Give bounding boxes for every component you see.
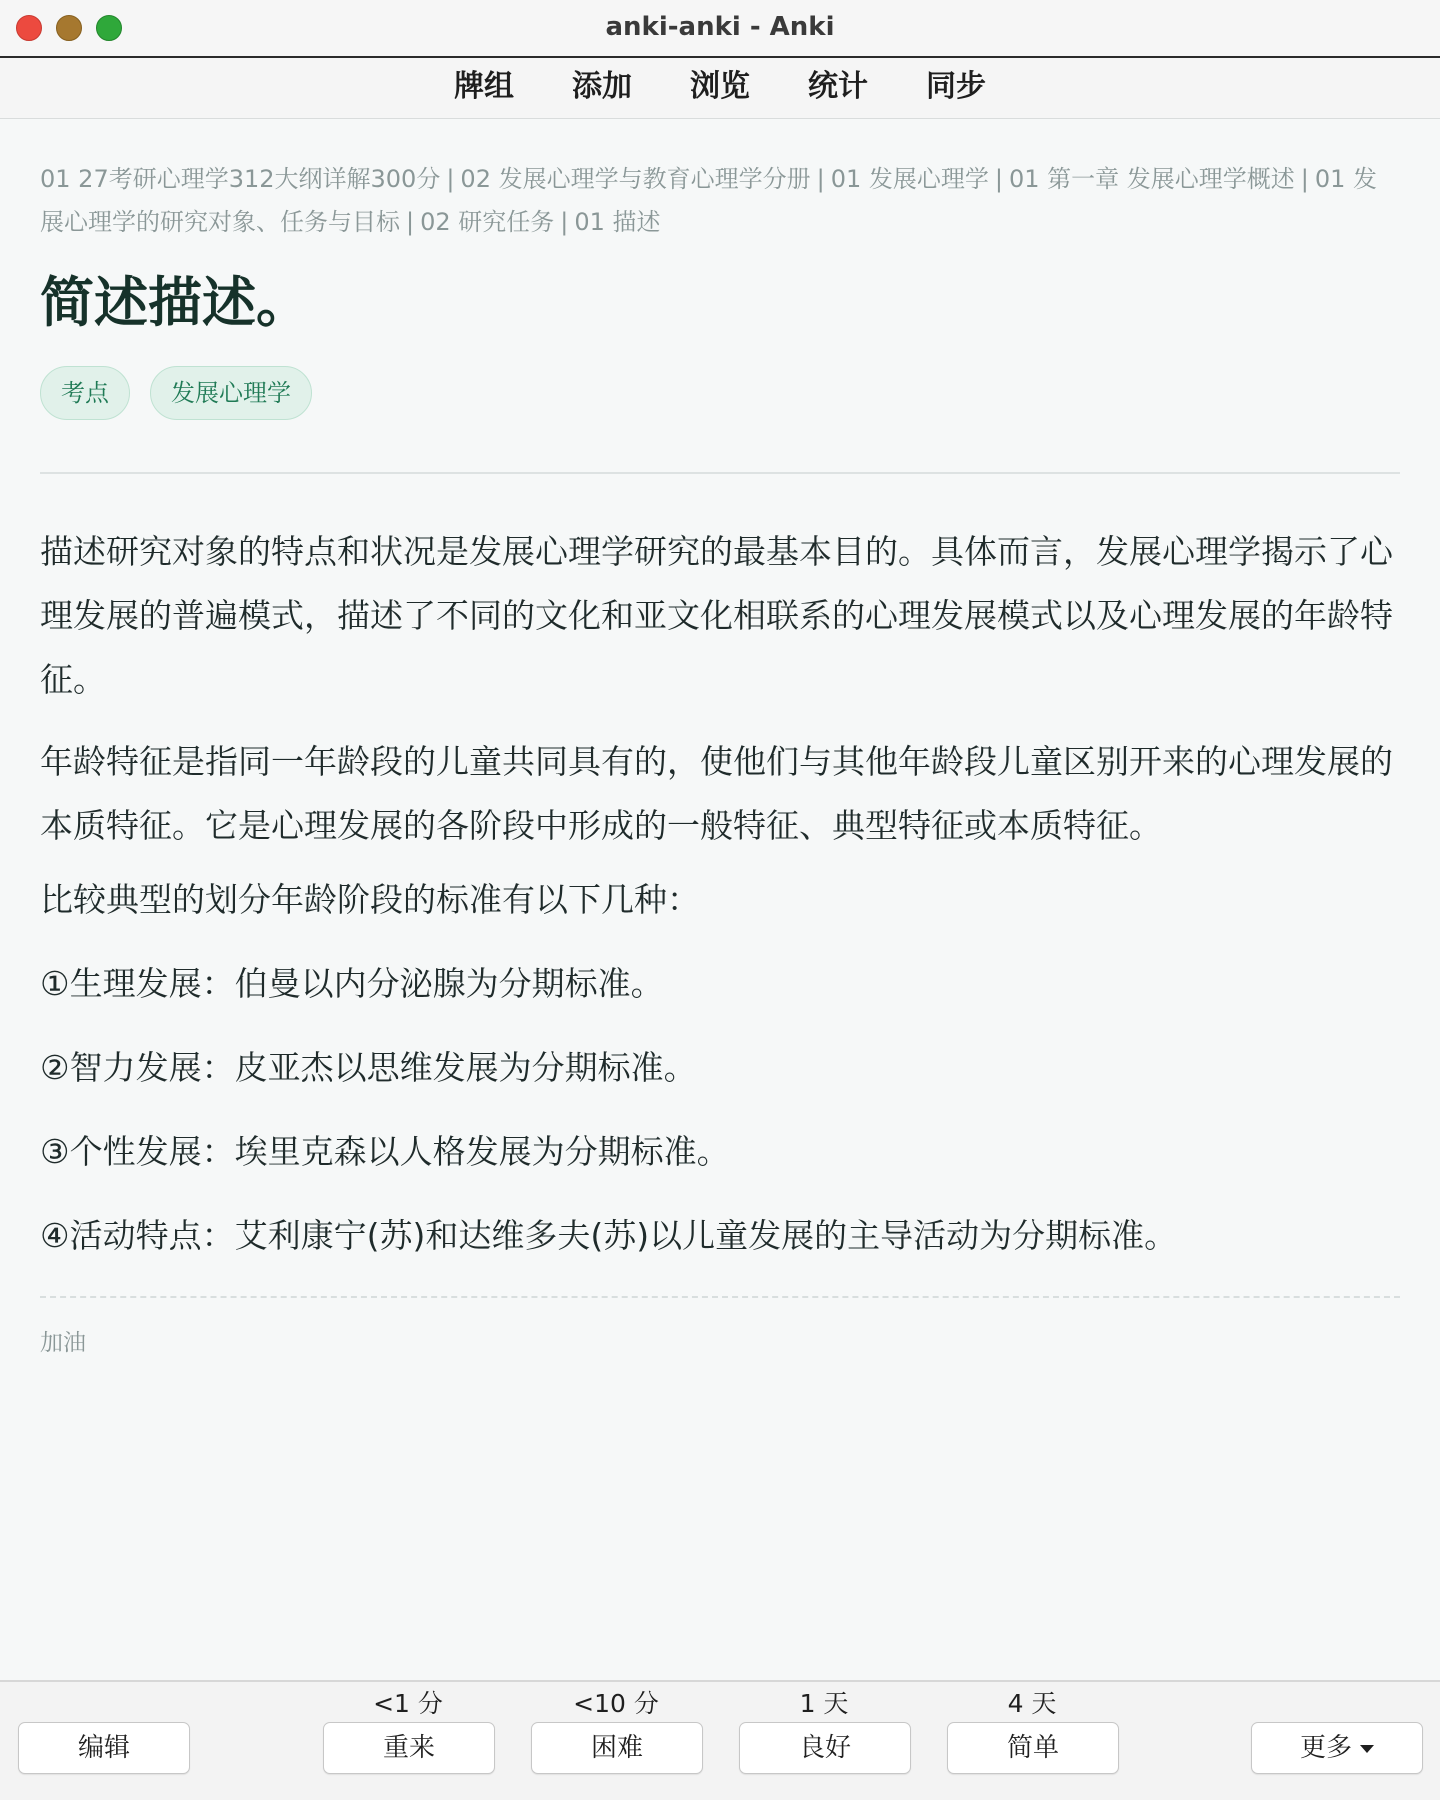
answer-paragraph: 描述研究对象的特点和状况是发展心理学研究的最基本目的。具体而言，发展心理学揭示了心理发展的普遍模式，描述了不同的文化和亚文化相联系的心理发展模式以及心理发展的年龄特征。 [40, 532, 1393, 699]
breadcrumb-item: 01 描述 [574, 208, 661, 236]
title-bar [0, 0, 1440, 58]
tag-list [40, 366, 1400, 420]
good-interval: 1 天 [799, 1689, 849, 1718]
more-label: 更多 [1299, 1733, 1352, 1763]
easy-interval: 4 天 [1007, 1689, 1057, 1718]
breadcrumb-separator: | [816, 165, 825, 193]
deck-breadcrumb [40, 158, 1400, 244]
breadcrumb-item: 01 发展心理学 [830, 165, 989, 193]
easy-button[interactable]: 简单 [947, 1722, 1119, 1774]
window-title: anki-anki - Anki [605, 12, 835, 42]
edit-button[interactable]: 编辑 [18, 1722, 190, 1774]
again-interval: <1 分 [373, 1689, 443, 1718]
answer-paragraph: 比较典型的划分年龄阶段的标准有以下几种： [40, 880, 700, 919]
hard-button[interactable]: 困难 [531, 1722, 703, 1774]
card-content [40, 118, 1400, 1357]
breadcrumb-separator: | [1300, 165, 1309, 193]
chevron-down-icon [1360, 1745, 1374, 1753]
toolbar-decks-link[interactable]: 牌组 [454, 69, 514, 104]
more-button[interactable] [1251, 1722, 1423, 1774]
answer-list-item: ④活动特点：艾利康宁(苏)和达维多夫(苏)以儿童发展的主导活动为分期标准。 [40, 1216, 1178, 1255]
answer-list-item: ①生理发展：伯曼以内分泌腺为分期标准。 [40, 964, 664, 1003]
toolbar-nav [425, 66, 1015, 108]
breadcrumb-item: 02 发展心理学与教育心理学分册 [460, 165, 811, 193]
tag-chip[interactable]: 考点 [40, 366, 130, 420]
main-toolbar [0, 58, 1440, 119]
toolbar-add-link[interactable]: 添加 [572, 69, 632, 104]
breadcrumb-item: 01 第一章 发展心理学概述 [1008, 165, 1295, 193]
footnote-divider [40, 1296, 1400, 1298]
breadcrumb-separator: | [560, 208, 569, 236]
card-footnote: 加油 [40, 1330, 86, 1356]
card-answer [40, 520, 1400, 1260]
tag-chip[interactable]: 发展心理学 [150, 366, 312, 420]
toolbar-browse-link[interactable]: 浏览 [690, 69, 750, 104]
toolbar-sync-link[interactable]: 同步 [926, 69, 986, 104]
answer-list-item: ②智力发展：皮亚杰以思维发展为分期标准。 [40, 1048, 697, 1087]
again-button[interactable]: 重来 [323, 1722, 495, 1774]
hard-interval: <10 分 [573, 1689, 659, 1718]
breadcrumb-item: 02 研究任务 [420, 208, 555, 236]
review-bottom-bar [0, 1680, 1440, 1800]
breadcrumb-item: 01 27考研心理学312大纲详解300分 [40, 165, 441, 193]
section-divider [40, 472, 1400, 474]
answer-list-item: ③个性发展：埃里克森以人格发展为分期标准。 [40, 1132, 730, 1171]
answer-paragraph: 年龄特征是指同一年龄段的儿童共同具有的，使他们与其他年龄段儿童区别开来的心理发展的本质特征。它是心理发展的各阶段中形成的一般特征、典型特征或本质特征。 [40, 742, 1393, 845]
card-question-title: 简述描述。 [40, 271, 310, 334]
breadcrumb-separator: | [994, 165, 1003, 193]
good-button[interactable]: 良好 [739, 1722, 911, 1774]
breadcrumb-separator: | [406, 208, 415, 236]
breadcrumb-separator: | [446, 165, 455, 193]
toolbar-stats-link[interactable]: 统计 [808, 69, 868, 104]
breadcrumb-item: 01 发展心理学的研究对象、任务与目标 [40, 165, 1378, 236]
